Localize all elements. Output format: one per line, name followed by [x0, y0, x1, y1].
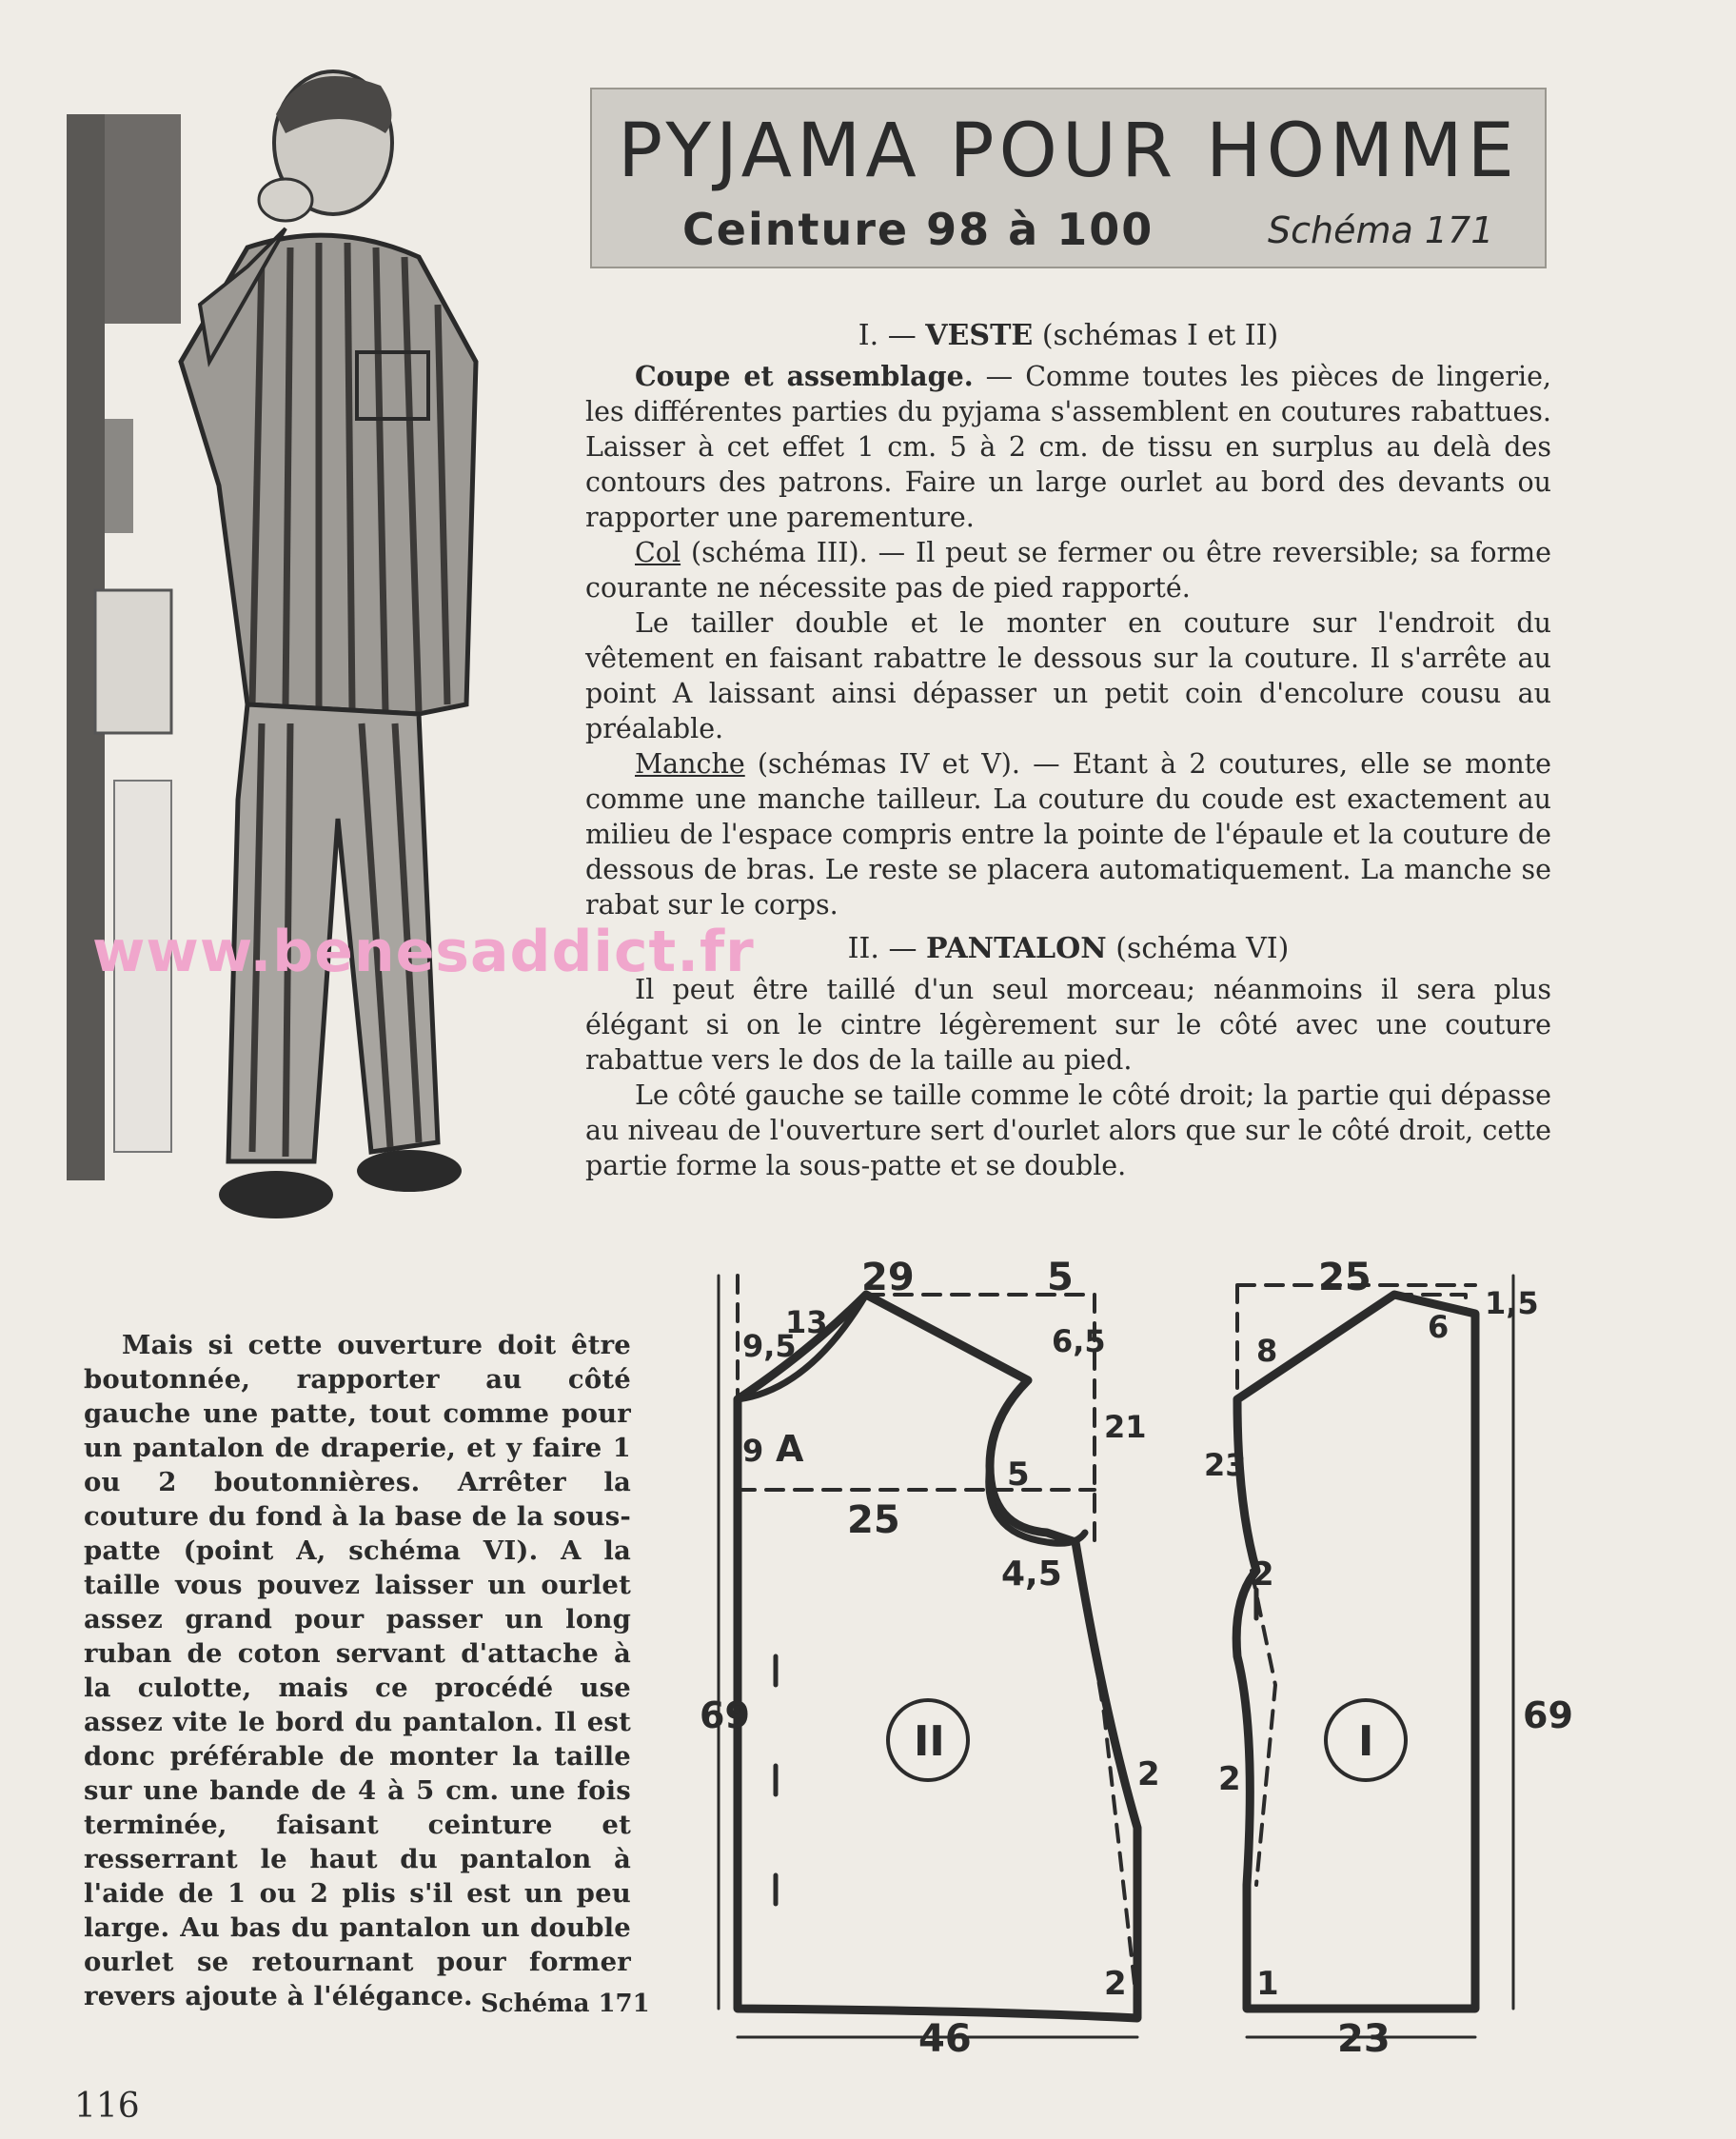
II-top-right: 5 [1047, 1256, 1074, 1299]
pattern-diagram [700, 1256, 1573, 2066]
heading-number: II. — [847, 932, 917, 965]
paragraph-pantalon-2: Le côté gauche se taille comme le côté droit; la partie qui dépasse au niveau de l'ouverture sert d'ourlet alors que sur le côté droit, cette partie forme la sous-patte et se double. [585, 1079, 1551, 1181]
II-armhole-low: 4,5 [1001, 1555, 1062, 1594]
I-top-width: 25 [1318, 1256, 1371, 1299]
piece-I-outline [1236, 1295, 1475, 2009]
II-armhole-curve: 5 [1007, 1456, 1030, 1494]
I-side-shaping: 2 [1218, 1760, 1241, 1798]
watermark: www.benesaddict.fr [92, 919, 755, 985]
piece-II-outline [738, 1295, 1137, 2018]
piece-II-guides [738, 1276, 1137, 2009]
II-neck-h: 9,5 [742, 1328, 797, 1364]
left-column-text [84, 1328, 631, 2013]
left-slipper [219, 1171, 333, 1218]
paragraph-col-montage: Le tailler double et le monter en couture sur l'endroit du vêtement en faisant rabattre le dessous sur la couture. Il s'arrête au point A laissant ainsi dépasser un petit coin d'encolure cousu au préalable. [585, 607, 1551, 744]
II-hem-corner: 2 [1104, 1965, 1127, 2003]
right-slipper [357, 1150, 462, 1192]
II-armhole-depth: 21 [1104, 1409, 1147, 1445]
I-depth: 23 [1204, 1447, 1247, 1483]
paragraph-lead: Coupe et assemblage. [635, 360, 974, 392]
paragraph-body: (schémas IV et V). — Etant à 2 coutures, elle se monte comme une manche tailleur. La couture du coude est exactement au milieu de l'espace compris entre la pointe de l'épaule et la couture de dessous de bras. Le reste se placera automatiquement. La manche se rabat sur le corps. [585, 748, 1551, 921]
size-subtitle: Ceinture 98 à 100 [682, 204, 1154, 255]
I-length: 69 [1523, 1694, 1573, 1736]
paragraph-lead: Manche [635, 748, 745, 780]
II-side-length: 69 [700, 1694, 750, 1736]
paragraph-lead: Col [635, 537, 681, 568]
schema-caption: Schéma 171 [481, 1990, 650, 2018]
paragraph-body: (schéma III). — Il peut se fermer ou être reversible; sa forme courante ne nécessite pas de pied rapporté. [585, 537, 1551, 604]
II-point-a: A [776, 1428, 804, 1470]
page-number: 116 [74, 2087, 140, 2126]
washbasin [95, 590, 171, 733]
II-side-shaping: 2 [1137, 1755, 1160, 1793]
paragraph-manche [585, 746, 1551, 922]
paragraph-pantalon-1: Il peut être taillé d'un seul morceau; néanmoins il sera plus élégant si on le cintre légèrement sur le côté avec une couture rabattue vers le dos de la taille au pied. [585, 974, 1551, 1076]
hand [259, 179, 312, 221]
I-curve-low: 2 [1252, 1555, 1274, 1594]
I-hem-width: 23 [1337, 2017, 1391, 2061]
heading-reference: (schéma VI) [1115, 932, 1290, 965]
schema-reference: Schéma 171 [1268, 209, 1494, 251]
piece-I-label: I [1358, 1717, 1374, 1766]
dimension-arrows [719, 1276, 1513, 2037]
heading-title: PANTALON [926, 932, 1107, 965]
title-box [590, 88, 1547, 268]
paragraph-ouverture: Mais si cette ouverture doit être boutonnée, rapporter au côté gauche une patte, tout comme pour un pantalon de draperie, et y faire 1 ou 2 boutonnières. Arrêter la couture du fond à la base de la sous-patte (point A, schéma VI). A la taille vous pouvez laisser un ourlet assez grand pour passer un long ruban de coton servant d'attache à la culotte, mais ce procédé use assez vite le bord du pantalon. Il est donc préférable de monter la taille sur une bande de 4 à 5 cm. une fois terminée, faisant ceinture et resserrant le haut du pantalon à l'aide de 1 ou 2 plis s'il est un peu large. Au bas du pantalon un double ourlet se retournant pour former revers ajoute à l'élégance. [84, 1330, 631, 2011]
page-title: PYJAMA POUR HOMME [618, 109, 1519, 194]
heading-title: VESTE [925, 319, 1034, 352]
heading-reference: (schémas I et II) [1041, 319, 1279, 352]
grain-marks [776, 1590, 1256, 1904]
bottle-shelf [105, 419, 133, 533]
I-hem-corner: 1 [1256, 1965, 1279, 2003]
paragraph-body: — Comme toutes les pièces de lingerie, les différentes parties du pyjama s'assemblent en coutures rabattues. Laisser à cet effet 1 cm. 5 à 2 cm. de tissu en surplus au delà des contours des patrons. Faire un large ourlet au bord des devants ou rapporter une parementure. [585, 361, 1551, 533]
paragraph-col [585, 535, 1551, 605]
paragraph-coupe [585, 359, 1551, 535]
I-neck-w: 6 [1428, 1309, 1450, 1345]
II-shoulder-drop: 6,5 [1052, 1323, 1106, 1359]
I-neck-h: 8 [1256, 1333, 1278, 1369]
II-hem-width: 46 [918, 2017, 972, 2061]
man-in-pyjamas-illustration [57, 57, 590, 1266]
II-neck-w: 13 [785, 1304, 828, 1340]
right-column-text [585, 309, 1551, 1183]
II-chest-width: 25 [847, 1498, 900, 1542]
heading-number: I. — [858, 319, 917, 352]
II-point-a-depth: 9 [742, 1433, 764, 1469]
section-heading-veste [585, 317, 1551, 355]
piece-II-label: II [914, 1717, 945, 1766]
I-neck-rise: 1,5 [1485, 1285, 1539, 1321]
II-top-width: 29 [861, 1256, 915, 1299]
